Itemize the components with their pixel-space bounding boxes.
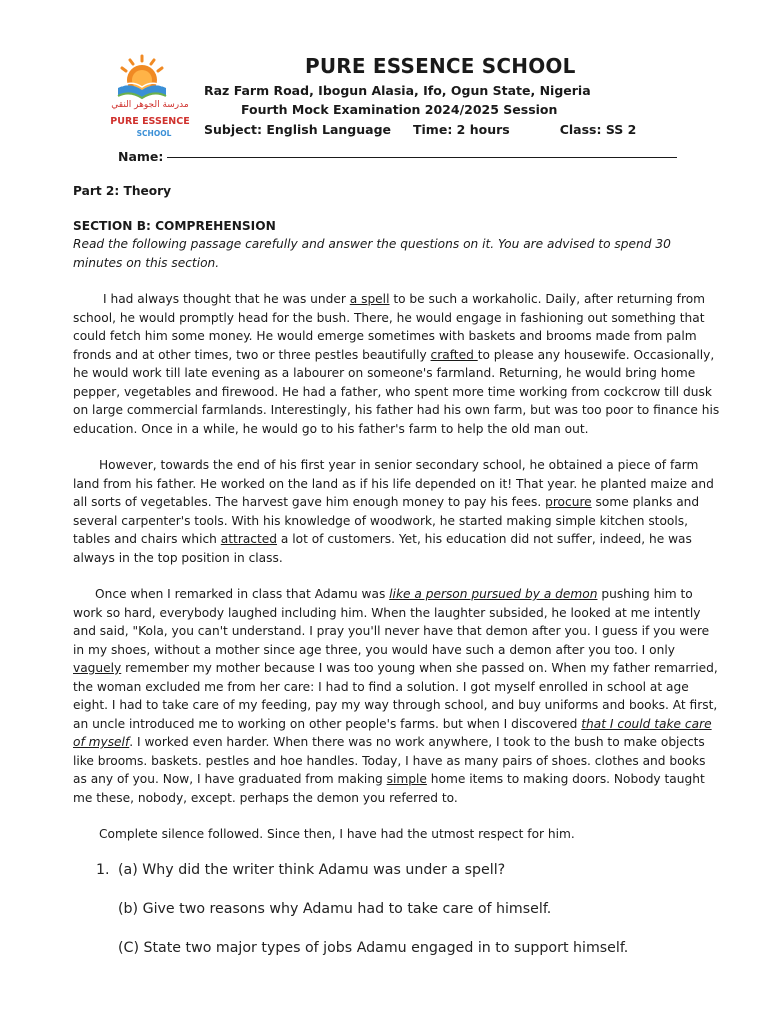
- school-name: PURE ESSENCE SCHOOL: [305, 54, 576, 78]
- part-heading: Part 2: Theory: [73, 184, 172, 198]
- logo-name-text: PURE ESSENCE: [110, 116, 190, 127]
- question-list: [96, 862, 716, 979]
- name-label: Name:: [118, 149, 164, 164]
- exam-content: [73, 182, 723, 844]
- name-field: [118, 149, 677, 164]
- logo-arabic-text: مدرسة الجوهر النقي: [111, 100, 189, 110]
- underlined-word: procure: [545, 495, 592, 509]
- underlined-phrase: that I could take care of myself: [73, 716, 712, 749]
- underlined-word: attracted: [220, 532, 278, 546]
- underlined-word: simple: [386, 772, 427, 786]
- passage-paragraph-2: However, towards the end of his first year in senior secondary school, he obtained a piece of farm land from his father. He worked on the land as if his life depended on it! That year. he planted maize and all sorts of vegetables. The harvest gave him enough money to pay his fees. procure some planks and several carpenter's tools. With his knowledge of woodwork, he started making simple kitchen stools, tables and chairs which attracted a lot of customers. Yet, his education did not suffer, indeed, he was always in the top position in class.: [73, 458, 714, 565]
- exam-title: Fourth Mock Examination 2024/2025 Session: [241, 102, 558, 117]
- question-text: (b) Give two reasons why Adamu had to take care of himself.: [118, 901, 552, 917]
- underlined-word: crafted: [430, 347, 478, 362]
- underlined-phrase: like a person pursued by a demon: [389, 587, 598, 601]
- logo-sub-text: SCHOOL: [136, 129, 172, 138]
- passage-paragraph-3: Once when I remarked in class that Adamu was like a person pursued by a demon pushing him to work so hard, everybody laughed including him. When the laughter subsided, he looked at me intently and said, "Kola, you can't understand. I pray you'll never have that demon after you. I guess if you were in my shoes, without a mother since age three, you would have such a demon after you too. I only vaguely remember my mother because I was too young when she passed on. When my father remarried, the woman excluded me from her care: I had to find a solution. I got myself enrolled in school at age eight. I had to take care of my feeding, pay my way through school, and buy uniforms and books. At first, an uncle introduced me to working on other people's farms. but when I discovered that I could take care of myself. I worked even harder. When there was no work anywhere, I took to the bush to make objects like brooms. baskets. pestles and hoe handles. Today, I have as many pairs of shoes. clothes and books as any of you. Now, I have graduated from making simple home items to making doors. Nobody taught me these, nobody, except. perhaps the demon you referred to.: [73, 587, 718, 805]
- passage-paragraph-1: I had always thought that he was under a spell to be such a workaholic. Daily, after returning from school, he would promptly head for the bush. There, he would engage in fashioning out something that could fetch him some money. He would emerge sometimes with baskets and brooms made from palm fronds and at other times, two or three pestles beautifully crafted to please any housewife. Occasionally, he would work till late evening as a labourer on someone's farmland. Returning, he would bring home pepper, vegetables and firewood. He had a father, who spent more time working from cockcrow till dusk on large commercial farmlands. Interestingly, his father had his own farm, but was too poor to finance his education. Once in a while, he would go to his father's farm to help the old man out.: [73, 292, 720, 436]
- underlined-word: vaguely: [73, 661, 122, 675]
- underlined-word: a spell: [349, 292, 390, 306]
- question-text: (a) Why did the writer think Adamu was under a spell?: [118, 862, 506, 878]
- time-label: Time: 2 hours: [413, 122, 510, 137]
- passage-paragraph-4: Complete silence followed. Since then, I have had the utmost respect for him.: [99, 827, 575, 841]
- question-item: [96, 901, 716, 940]
- question-item: [96, 862, 716, 901]
- class-label: Class: SS 2: [559, 122, 637, 137]
- section-instruction: Read the following passage carefully and answer the questions on it. You are advised to spend 30 minutes on this section.: [73, 237, 671, 270]
- question-text: (C) State two major types of jobs Adamu engaged in to support himself.: [118, 940, 629, 956]
- question-item: [96, 940, 716, 979]
- school-address: Raz Farm Road, Ibogun Alasia, Ifo, Ogun State, Nigeria: [204, 83, 591, 98]
- question-number: 1.: [96, 862, 110, 878]
- section-heading: SECTION B: COMPREHENSION: [73, 218, 276, 233]
- exam-meta: [204, 122, 636, 137]
- name-line: [167, 157, 677, 158]
- school-logo: [104, 52, 194, 142]
- subject-label: Subject: English Language: [204, 122, 391, 137]
